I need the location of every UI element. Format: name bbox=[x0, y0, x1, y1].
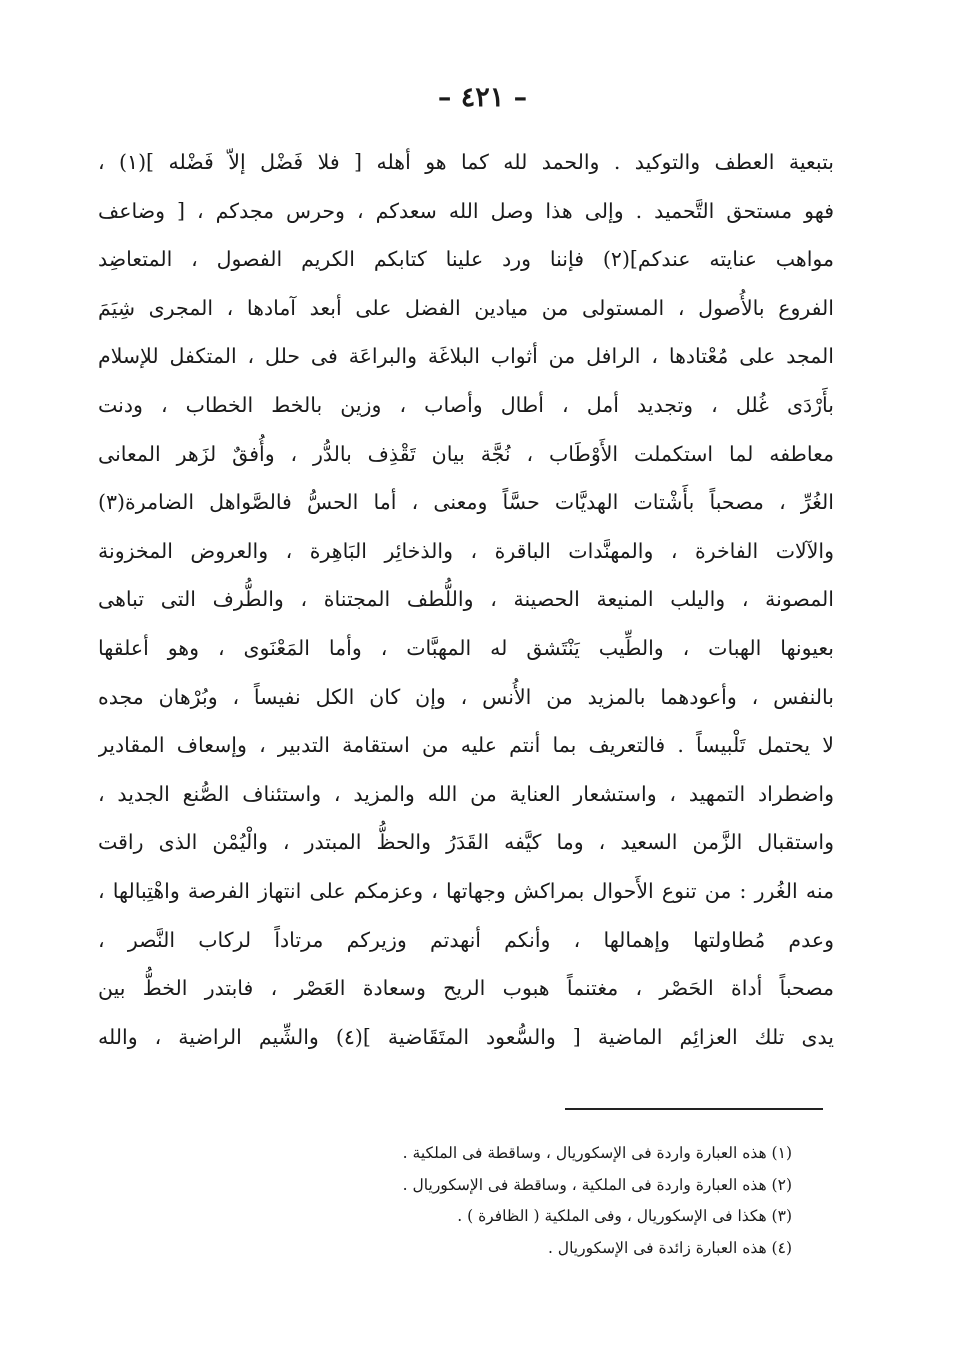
text-line: وعدم مُطاولتها وإهمالها ، وأنكم أنهدتم وزيركم مرتاداً لركاب النَّصر ، bbox=[98, 927, 834, 952]
text-line: مصحباً أداة الحَصْر ، مغتنماً هبوب الريح وسعادة العَصْر ، فابتدر الخطُّ بين bbox=[98, 976, 834, 1001]
text-line: والآلات الفاخرة ، والمهنَّدات الباقرة ، والذخائِر البَاهِرة ، والعروض المخزونة bbox=[98, 538, 834, 563]
footnote-3: (٣) هكذا فى الإسكوريال ، وفى الملكية ( الظافرة ) . bbox=[457, 1207, 792, 1225]
text-line: لا يحتمل تَلْبيساً . فالتعريف بما أنتم عليه من استقامة التدبير ، وإسعاف المقادير bbox=[98, 733, 834, 758]
text-line: بالنفس ، وأعودهما بالمزيد من الأُنس ، وإن كان الكل نفيساً ، وبُرْهان مجده bbox=[98, 684, 834, 709]
footnote-4: (٤) هذه العبارة زائدة فى الإسكوريال . bbox=[547, 1238, 792, 1257]
text-line: الفروع بالأُصول ، المستولى من ميادين الفضل على أبعد آمادها ، المجرى شِيَمَ bbox=[98, 295, 834, 320]
text-line: بعيونها الهبات ، والطِّيب يَنْتَشق له المهبَّات ، وأما المَعْنَوى ، وهو أعلقها bbox=[98, 635, 834, 660]
text-line: بأَرْدَى غُلل ، وتجديد أمل ، أطال وأصاب ، وزين بالخط الخطاب ، ودنت bbox=[98, 392, 834, 417]
footnote-2: (٢) هذه العبارة واردة فى الملكية ، وساقطة فى الإسكوريال . bbox=[402, 1175, 792, 1194]
footnotes bbox=[200, 1138, 792, 1264]
page-number: – ٤٢١ – bbox=[437, 82, 528, 113]
text-line: معاطفه لما استكملت الأَوْطَاب ، نُجَّة بيان تَقْذِف بالدُّر ، وأُفقٌ لزَهر المعانى bbox=[98, 441, 834, 466]
text-line: المجد على مُعْتادها ، الرافل من أثواب البلاغَة والبراعَة فى حلل ، المتكفل للإسلام bbox=[98, 344, 834, 369]
text-line: واضطراد التمهيد ، واستشعار العناية من الله والمزيد ، واستئناف الصُّنع الجديد ، bbox=[98, 781, 834, 806]
text-line: بتبعية العطف والتوكيد . والحمد لله كما هو أهله [ فلا فَضْل إلاّ فَضْله ](١) ، bbox=[98, 150, 834, 174]
main-text-body bbox=[98, 138, 834, 1061]
text-line: يدى تلك العزائِم الماضية [ والسُّعود المتَقَاضية ](٤) والشِّيم الراضية ، والله bbox=[98, 1024, 834, 1049]
text-line: فهو مستحق التَّحميد . وإلى هذا وصل الله سعدكم ، وحرس مجدكم ، [ وضاعف bbox=[98, 198, 834, 223]
text-line: مواهب عنايته عندكم](٢) فإننا ورد علينا كتابكم الكريم الفصول ، المتعاضِد bbox=[98, 247, 834, 272]
text-line: واستقبال الزَّمن السعيد ، وما كيَّفه القَدَرُ والحظُّ المبتدر ، والْيُمْن الذى راقت bbox=[98, 830, 834, 855]
text-line: منه الغُرر : من تنوع الأَحوال بمراكش وجهاتها ، وعزمكم على انتهاز الفرصة واهْتِبالها ، bbox=[98, 878, 834, 903]
text-line: المصونة ، واليلب المنيعة الحصينة ، واللُّطف المجتناة ، والطُّرف التى تباهى bbox=[98, 587, 834, 612]
footnote-1: (١) هذه العبارة واردة فى الإسكوريال ، وساقطة فى الملكية . bbox=[402, 1144, 792, 1162]
text-line: الغُرِّ ، مصحباً بأَشْتات الهديَّات حسَّاً ومعنى ، أما الحسُّ فالصَّواهل الضامرة(٣) bbox=[98, 490, 834, 515]
footnote-separator bbox=[565, 1108, 823, 1110]
